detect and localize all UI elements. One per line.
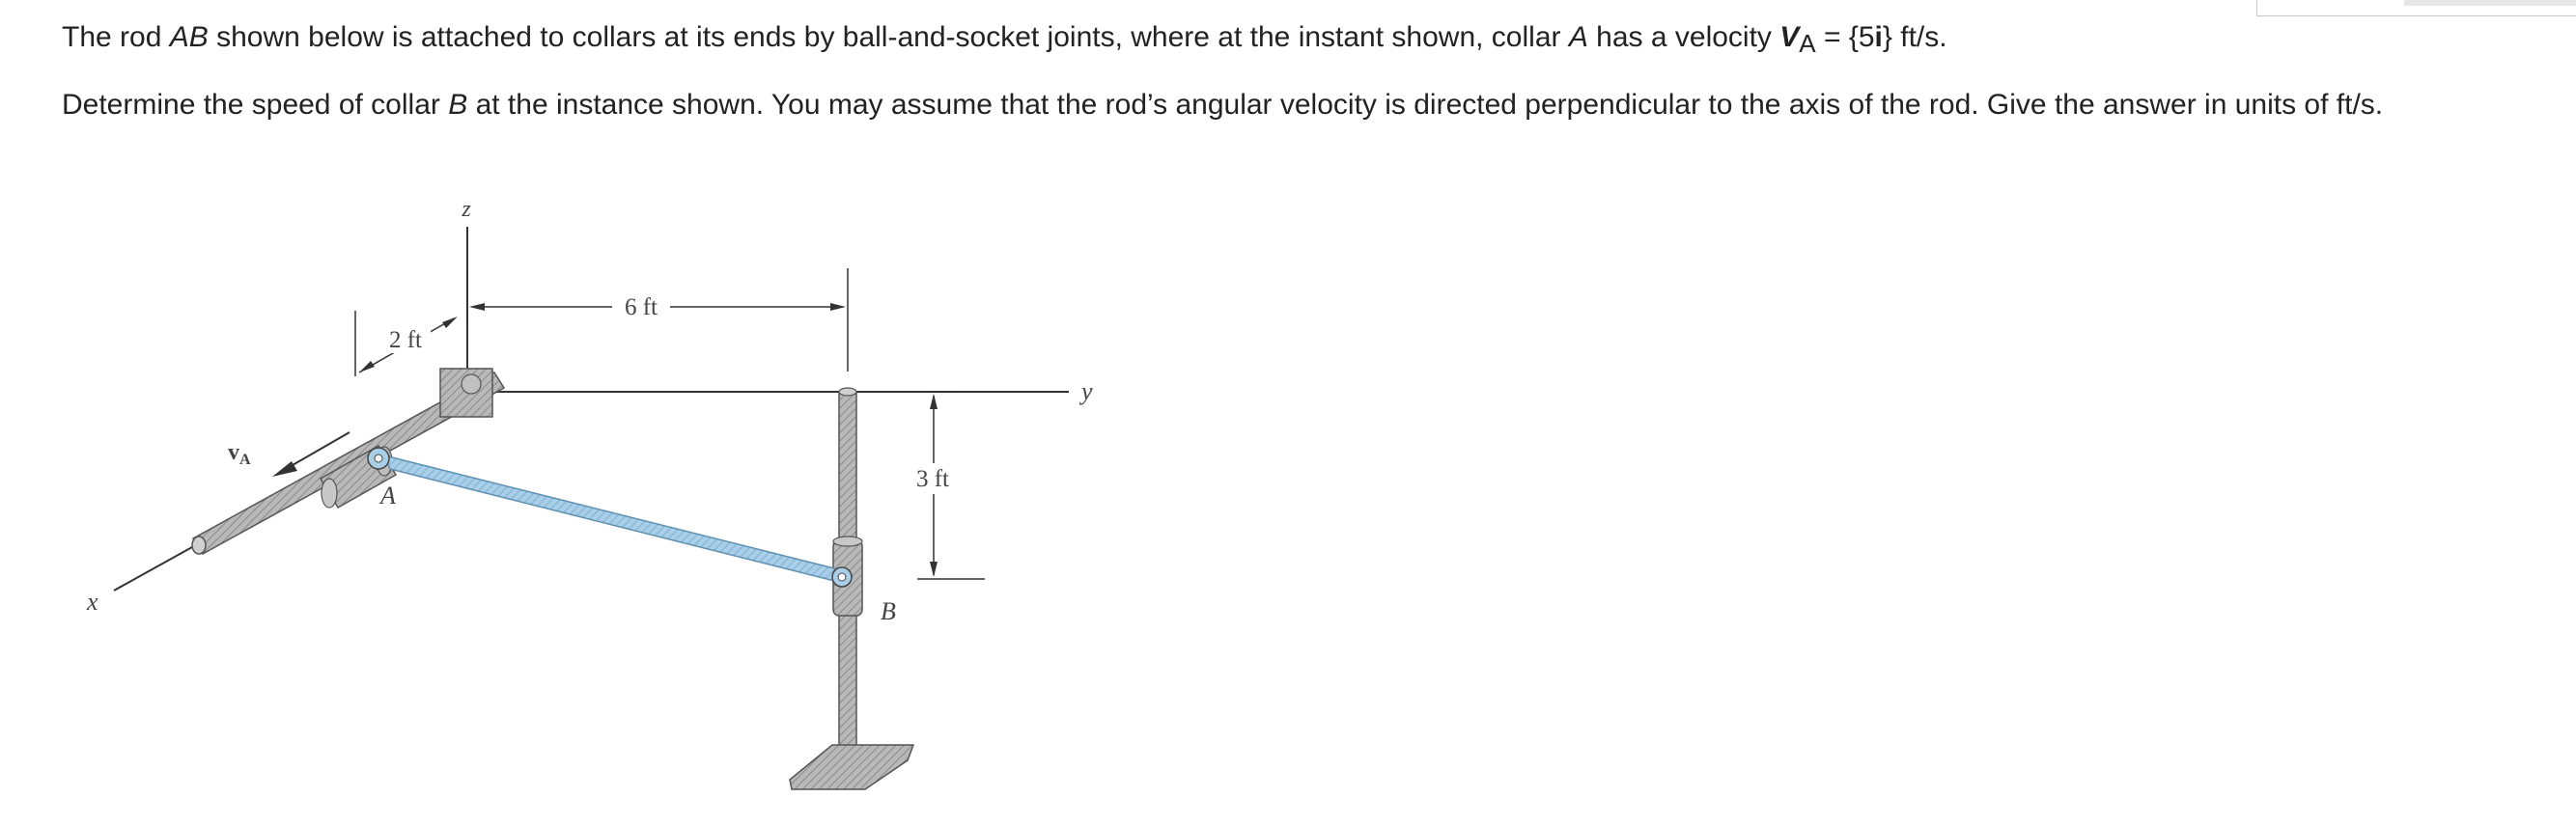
dim-2ft-arrow-left bbox=[359, 361, 375, 372]
dim-6ft-arrow-right bbox=[830, 303, 846, 311]
label-b: B bbox=[881, 597, 896, 625]
label-y: y bbox=[1081, 377, 1093, 405]
dim-3ft-arrow-top bbox=[930, 394, 938, 409]
question-text bbox=[62, 19, 2534, 124]
dim-6ft-arrow-left bbox=[469, 303, 485, 311]
label-va: $v_A$ bbox=[228, 440, 251, 468]
question-paragraph-1: The rod AB shown below is attached to collars at its ends by ball-and-socket joints, where at the instant shown, collar A has a velocity $V_A = \{5i\}$ ft/s. bbox=[62, 21, 1947, 58]
question-paragraph-2: Determine the speed of collar B at the instance shown. You may assume that the rod’s angular velocity is directed perpendicular to the axis of the rod. Give the answer in units of ft/s. bbox=[62, 89, 2384, 121]
dim-2ft-arrow-right bbox=[442, 317, 458, 328]
rod-diagram bbox=[58, 174, 1139, 811]
label-a: A bbox=[380, 482, 396, 509]
label-z: z bbox=[462, 197, 471, 222]
rod-figure bbox=[58, 174, 1139, 811]
base-plate bbox=[790, 745, 913, 789]
answer-box-corner bbox=[2256, 0, 2576, 16]
x-axis bbox=[114, 542, 201, 591]
dim-3ft-arrow-bottom bbox=[930, 562, 938, 577]
rod-ab bbox=[384, 455, 838, 582]
velocity-symbol: V bbox=[1779, 21, 1800, 53]
label-3ft: 3 ft bbox=[915, 466, 950, 492]
label-6ft: 6 ft bbox=[624, 294, 658, 320]
label-x: x bbox=[87, 588, 98, 616]
label-2ft: 2 ft bbox=[388, 327, 423, 353]
